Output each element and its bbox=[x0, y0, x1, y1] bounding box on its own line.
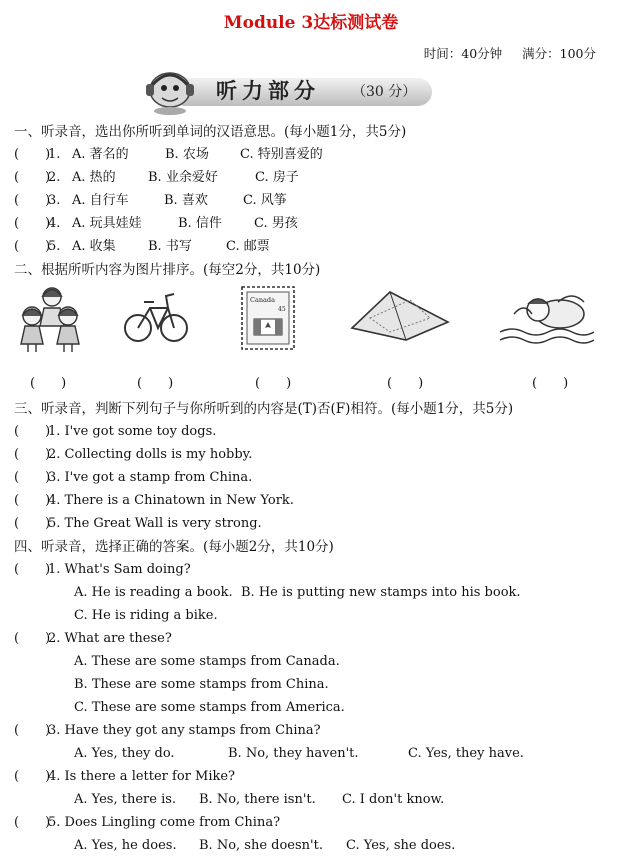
option-b: B. 书写 bbox=[148, 239, 192, 254]
answer-blank[interactable]: ( ) bbox=[14, 516, 51, 531]
option-c: C. 风筝 bbox=[243, 193, 287, 208]
option-b: B. No, they haven't. bbox=[228, 746, 359, 761]
banner-score: （30 分） bbox=[352, 84, 417, 100]
option-c: C. He is riding a bike. bbox=[74, 608, 218, 623]
question-text: 4. Is there a letter for Mike? bbox=[48, 769, 236, 784]
option-b: B. 喜欢 bbox=[164, 193, 208, 208]
stamp-picture-icon bbox=[240, 285, 296, 351]
bicycle-picture-icon bbox=[122, 282, 190, 350]
option-a: A. Yes, he does. bbox=[74, 838, 177, 853]
question-row bbox=[0, 723, 622, 739]
swimming-picture-icon bbox=[498, 284, 594, 350]
list-item bbox=[0, 216, 622, 232]
answer-blank[interactable]: ( ) bbox=[14, 447, 51, 462]
answer-blank[interactable]: ( ) bbox=[14, 193, 51, 208]
list-item bbox=[0, 193, 622, 209]
exam-meta bbox=[424, 44, 596, 62]
picture-answer-blank[interactable]: ( ) bbox=[255, 376, 292, 391]
headphone-mascot-icon bbox=[140, 66, 202, 116]
option-c: C. 特别喜爱的 bbox=[240, 147, 323, 162]
list-item bbox=[0, 424, 622, 440]
answer-blank[interactable]: ( ) bbox=[14, 239, 51, 254]
answer-blank[interactable]: ( ) bbox=[14, 470, 51, 485]
question-text: 2. What are these? bbox=[48, 631, 172, 646]
option-a: A. These are some stamps from Canada. bbox=[74, 654, 340, 669]
picture-answer-blank[interactable]: ( ) bbox=[387, 376, 424, 391]
answer-blank[interactable]: ( ) bbox=[14, 815, 51, 830]
option-b: B. 农场 bbox=[165, 147, 209, 162]
dolls-picture-icon bbox=[16, 282, 88, 354]
statement-text: 5. The Great Wall is very strong. bbox=[48, 516, 262, 531]
option-a: A. 自行车 bbox=[72, 193, 129, 208]
list-item bbox=[0, 147, 622, 163]
section2-heading: 二、根据所听内容为图片排序。(每空2分，共10分) bbox=[14, 262, 321, 278]
list-item bbox=[0, 493, 622, 509]
answer-blank[interactable]: ( ) bbox=[14, 723, 51, 738]
list-item bbox=[0, 470, 622, 486]
question-number: 3. bbox=[48, 193, 61, 208]
listening-banner bbox=[140, 66, 432, 116]
option-a: A. Yes, they do. bbox=[74, 746, 175, 761]
question-text: 5. Does Lingling come from China? bbox=[48, 815, 281, 830]
option-c: C. I don't know. bbox=[342, 792, 445, 807]
full-score: 满分：100分 bbox=[522, 46, 596, 61]
question-row bbox=[0, 631, 622, 647]
question-number: 5. bbox=[48, 239, 61, 254]
answer-blank[interactable]: ( ) bbox=[14, 170, 51, 185]
statement-text: 1. I've got some toy dogs. bbox=[48, 424, 217, 439]
section4-heading: 四、听录音，选择正确的答案。(每小题2分，共10分) bbox=[14, 539, 334, 555]
stamp-value: 45 bbox=[278, 306, 286, 313]
page-title: Module 3达标测试卷 bbox=[223, 13, 399, 33]
option-c: C. 房子 bbox=[255, 170, 299, 185]
question-text: 1. What's Sam doing? bbox=[48, 562, 191, 577]
list-item bbox=[0, 239, 622, 255]
option-c: C. 男孩 bbox=[254, 216, 298, 231]
option-a: A. He is reading a book. bbox=[74, 585, 233, 600]
option-b: B. No, she doesn't. bbox=[199, 838, 323, 853]
option-b: B. 业余爱好 bbox=[148, 170, 218, 185]
option-a: A. 玩具娃娃 bbox=[72, 216, 142, 231]
option-c: C. Yes, they have. bbox=[408, 746, 524, 761]
question-row bbox=[0, 769, 622, 785]
option-b: B. No, there isn't. bbox=[199, 792, 316, 807]
option-b: B. These are some stamps from China. bbox=[74, 677, 329, 692]
option-c: C. 邮票 bbox=[226, 239, 270, 254]
option-c: C. These are some stamps from America. bbox=[74, 700, 345, 715]
question-number: 1. bbox=[48, 147, 61, 162]
banner-label: 听力部分 bbox=[216, 79, 320, 103]
picture-answer-blank[interactable]: ( ) bbox=[137, 376, 174, 391]
option-b: B. He is putting new stamps into his book. bbox=[241, 585, 521, 600]
section3-heading: 三、听录音，判断下列句子与你所听到的内容是(T)否(F)相符。(每小题1分，共5分) bbox=[14, 401, 514, 417]
option-a: A. 热的 bbox=[72, 170, 116, 185]
option-a: A. 著名的 bbox=[72, 147, 129, 162]
picture-answer-blank[interactable]: ( ) bbox=[532, 376, 569, 391]
list-item bbox=[0, 447, 622, 463]
time-limit: 时间：40分钟 bbox=[423, 46, 503, 61]
answer-blank[interactable]: ( ) bbox=[14, 147, 51, 162]
answer-blank[interactable]: ( ) bbox=[14, 424, 51, 439]
kite-picture-icon bbox=[350, 288, 450, 346]
answer-blank[interactable]: ( ) bbox=[14, 769, 51, 784]
statement-text: 4. There is a Chinatown in New York. bbox=[48, 493, 294, 508]
answer-blank[interactable]: ( ) bbox=[14, 493, 51, 508]
option-c: C. Yes, she does. bbox=[346, 838, 456, 853]
option-a: A. Yes, there is. bbox=[74, 792, 177, 807]
statement-text: 2. Collecting dolls is my hobby. bbox=[48, 447, 253, 462]
answer-blank[interactable]: ( ) bbox=[14, 562, 51, 577]
statement-text: 3. I've got a stamp from China. bbox=[48, 470, 253, 485]
section1-heading: 一、听录音，选出你所听到单词的汉语意思。(每小题1分，共5分) bbox=[14, 124, 407, 140]
answer-blank[interactable]: ( ) bbox=[14, 216, 51, 231]
option-b: B. 信件 bbox=[178, 216, 222, 231]
question-row bbox=[0, 562, 622, 578]
question-number: 4. bbox=[48, 216, 61, 231]
list-item bbox=[0, 516, 622, 532]
question-text: 3. Have they got any stamps from China? bbox=[48, 723, 321, 738]
question-row bbox=[0, 815, 622, 831]
question-number: 2. bbox=[48, 170, 61, 185]
stamp-country: Canada bbox=[250, 296, 275, 304]
list-item bbox=[0, 170, 622, 186]
answer-blank[interactable]: ( ) bbox=[14, 631, 51, 646]
picture-answer-blank[interactable]: ( ) bbox=[30, 376, 67, 391]
option-a: A. 收集 bbox=[72, 239, 116, 254]
